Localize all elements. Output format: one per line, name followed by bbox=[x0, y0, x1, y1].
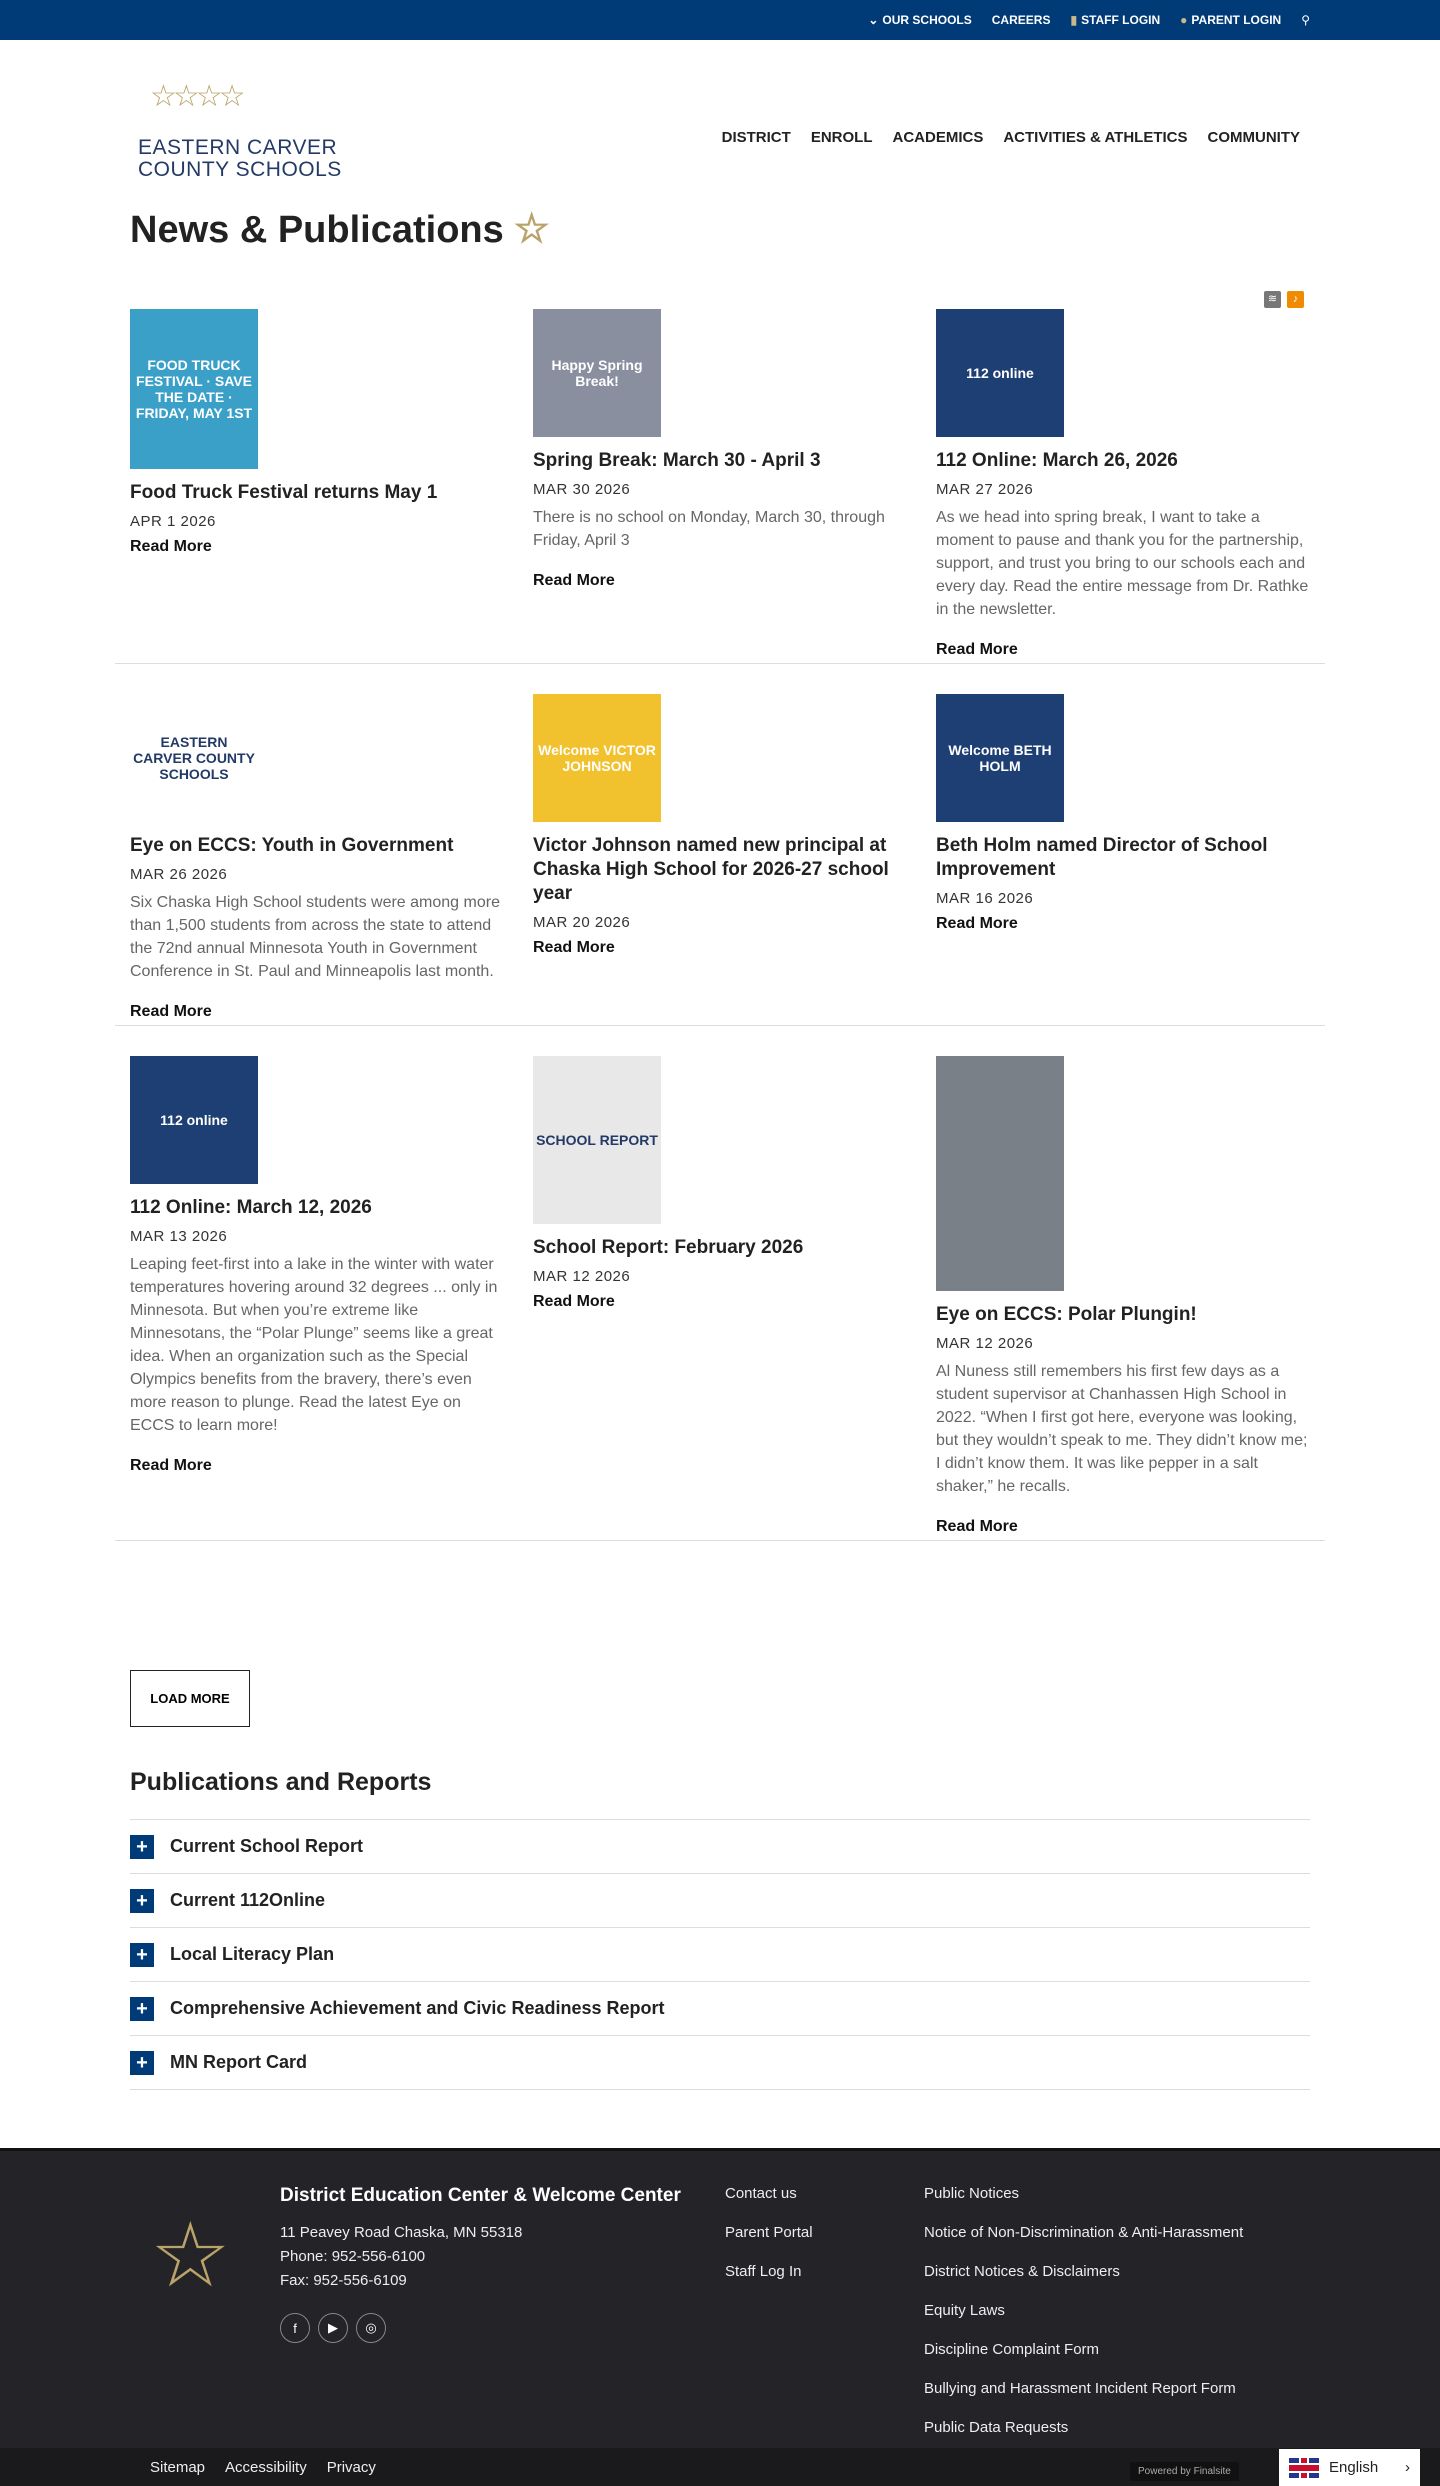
user-icon: ● bbox=[1180, 13, 1188, 27]
logo-stars-icon: ☆☆☆☆ bbox=[150, 80, 242, 113]
bell-icon[interactable]: ♪ bbox=[1287, 291, 1304, 308]
read-more-link[interactable]: Read More bbox=[533, 572, 615, 589]
privacy-link[interactable]: Privacy bbox=[326, 2458, 376, 2476]
load-more-button[interactable]: LOAD MORE bbox=[130, 1670, 250, 1727]
news-thumbnail[interactable] bbox=[130, 694, 258, 822]
lock-icon: ▮ bbox=[1070, 13, 1078, 27]
news-card bbox=[115, 309, 518, 661]
read-more-link[interactable]: Read More bbox=[936, 915, 1018, 932]
footer-link[interactable]: District Notices & Disclaimers bbox=[924, 2263, 1120, 2280]
star-icon: ☆ bbox=[513, 207, 550, 251]
sitemap-link[interactable]: Sitemap bbox=[150, 2458, 206, 2476]
plus-icon: + bbox=[130, 1997, 154, 2021]
page-title-text: News & Publications bbox=[130, 209, 504, 251]
staff-login-link[interactable]: ▮ STAFF LOGIN bbox=[1070, 13, 1161, 27]
read-more-link[interactable]: Read More bbox=[533, 1293, 615, 1310]
footer-link[interactable]: Contact us bbox=[725, 2185, 797, 2202]
read-more-link[interactable]: Read More bbox=[130, 1003, 212, 1020]
read-more-link[interactable]: Read More bbox=[936, 1518, 1018, 1535]
news-date: MAR 30 2026 bbox=[533, 481, 631, 498]
search-icon[interactable]: ⚲ bbox=[1301, 13, 1310, 27]
parent-login-link[interactable]: ● PARENT LOGIN bbox=[1180, 13, 1282, 27]
thumbnail-text: EASTERN CARVER COUNTY SCHOOLS bbox=[133, 734, 255, 782]
nav-district[interactable]: DISTRICT bbox=[721, 129, 791, 146]
news-date: APR 1 2026 bbox=[130, 513, 216, 530]
our-schools-link[interactable]: ⌄ OUR SCHOOLS bbox=[868, 13, 972, 27]
chevron-down-icon: ⌄ bbox=[868, 13, 879, 27]
main-nav bbox=[722, 129, 1300, 146]
news-card bbox=[921, 694, 1324, 1023]
news-excerpt: Six Chaska High School students were among more than 1,500 students from across the state to attend the 72nd annual Minnesota Youth in Government Conference in St. Paul and Minneapolis last month. bbox=[130, 894, 500, 980]
footer-phone: Phone: 952-556-6100 bbox=[280, 2248, 426, 2265]
news-date: MAR 20 2026 bbox=[533, 914, 631, 931]
footer-link[interactable]: Public Notices bbox=[924, 2185, 1020, 2202]
language-selector[interactable] bbox=[1279, 2449, 1420, 2486]
publications-accordion bbox=[130, 1819, 1310, 2090]
news-date: MAR 12 2026 bbox=[533, 1268, 631, 1285]
plus-icon: + bbox=[130, 2051, 154, 2075]
footer-fax: Fax: 952-556-6109 bbox=[280, 2272, 407, 2289]
thumbnail-text: 112 online bbox=[966, 365, 1034, 381]
news-title[interactable]: Victor Johnson named new principal at Chaska High School for 2026-27 school year bbox=[533, 835, 889, 904]
nav-activities-athletics[interactable]: ACTIVITIES & ATHLETICS bbox=[1003, 129, 1188, 146]
news-row bbox=[115, 664, 1325, 1026]
news-title[interactable]: Food Truck Festival returns May 1 bbox=[130, 482, 438, 503]
footer-link[interactable]: Bullying and Harassment Incident Report Form bbox=[924, 2380, 1236, 2397]
news-card bbox=[518, 694, 921, 1023]
powered-by-text: Powered by Finalsite bbox=[1138, 2466, 1231, 2477]
logo-line2: COUNTY SCHOOLS bbox=[138, 158, 342, 181]
news-date: MAR 12 2026 bbox=[936, 1335, 1034, 1352]
footer-address: 11 Peavey Road Chaska, MN 55318 bbox=[280, 2224, 523, 2241]
footer-link[interactable]: Public Data Requests bbox=[924, 2419, 1069, 2436]
site-header bbox=[0, 40, 1440, 200]
thumbnail-text: Welcome BETH HOLM bbox=[948, 742, 1052, 774]
accessibility-link[interactable]: Accessibility bbox=[225, 2458, 307, 2476]
news-title[interactable]: Eye on ECCS: Polar Plungin! bbox=[936, 1304, 1197, 1325]
site-footer bbox=[0, 2148, 1440, 2448]
chevron-right-icon: › bbox=[1405, 2459, 1410, 2476]
thumbnail-text: SCHOOL REPORT bbox=[536, 1132, 658, 1148]
accordion-item[interactable] bbox=[130, 1928, 1310, 1982]
powered-by-badge[interactable] bbox=[1130, 2462, 1239, 2481]
news-title[interactable]: 112 Online: March 12, 2026 bbox=[130, 1197, 372, 1218]
nav-enroll[interactable]: ENROLL bbox=[810, 129, 873, 146]
accordion-label: MN Report Card bbox=[170, 2052, 308, 2072]
accordion-item[interactable] bbox=[130, 1982, 1310, 2036]
youtube-icon[interactable]: ▶ bbox=[318, 2313, 348, 2343]
news-excerpt: There is no school on Monday, March 30, through Friday, April 3 bbox=[533, 509, 885, 549]
news-card bbox=[518, 309, 921, 661]
news-thumbnail[interactable] bbox=[936, 309, 1064, 437]
logo-line1: EASTERN CARVER bbox=[138, 136, 338, 159]
news-excerpt: Leaping feet-first into a lake in the winter with water temperatures hovering around 32 degrees ... only in Minnesota. But when you’re extreme like Minnesotans, the “Polar Plunge” seems like a great idea. When an organization such as the Special Olympics benefits from the bravery, there’s even more reason to plunge. Read the latest Eye on ECCS to learn more! bbox=[130, 1256, 498, 1434]
footer-link[interactable]: Discipline Complaint Form bbox=[924, 2341, 1100, 2358]
news-date: MAR 13 2026 bbox=[130, 1228, 228, 1245]
news-thumbnail[interactable] bbox=[533, 694, 661, 822]
news-thumbnail[interactable] bbox=[533, 309, 661, 437]
accordion-item[interactable] bbox=[130, 1820, 1310, 1874]
page-title bbox=[130, 206, 550, 252]
footer-link[interactable]: Equity Laws bbox=[924, 2302, 1005, 2319]
accordion-label: Comprehensive Achievement and Civic Readiness Report bbox=[170, 1998, 665, 2018]
footer-star-logo-icon: ☆ bbox=[150, 2206, 231, 2306]
news-thumbnail[interactable] bbox=[533, 1056, 661, 1224]
read-more-link[interactable]: Read More bbox=[936, 641, 1018, 658]
rss-icon[interactable]: ≋ bbox=[1264, 291, 1281, 308]
language-label: English bbox=[1329, 2459, 1379, 2476]
news-thumbnail[interactable] bbox=[936, 694, 1064, 822]
news-card bbox=[518, 1056, 921, 1538]
thumbnail-text: FOOD TRUCK FESTIVAL · SAVE THE DATE · FRIDAY, MAY 1ST bbox=[135, 357, 253, 421]
footer-link[interactable]: Notice of Non-Discrimination & Anti-Harassment bbox=[924, 2224, 1244, 2241]
careers-link[interactable]: CAREERS bbox=[991, 13, 1051, 27]
accordion-item[interactable] bbox=[130, 1874, 1310, 1928]
accordion-label: Current School Report bbox=[170, 1836, 364, 1856]
news-card bbox=[921, 309, 1324, 661]
footer-link[interactable]: Parent Portal bbox=[725, 2224, 813, 2241]
news-excerpt: As we head into spring break, I want to take a moment to pause and thank you for the partnership, support, and trust you bring to our schools each and every day. Read the entire message from Dr. Rathke in the newsletter. bbox=[936, 509, 1309, 618]
nav-academics[interactable]: ACADEMICS bbox=[892, 129, 984, 146]
news-card bbox=[115, 694, 518, 1023]
uk-flag-icon bbox=[1289, 2458, 1319, 2478]
facebook-icon[interactable]: f bbox=[280, 2313, 310, 2343]
accordion-label: Current 112Online bbox=[170, 1890, 326, 1910]
news-card bbox=[115, 1056, 518, 1538]
thumbnail-text: Welcome VICTOR JOHNSON bbox=[538, 742, 656, 774]
news-row bbox=[115, 1026, 1325, 1541]
utility-bar bbox=[0, 0, 1440, 40]
footer-heading: District Education Center & Welcome Center bbox=[280, 2185, 681, 2206]
accordion-item[interactable] bbox=[130, 2036, 1310, 2090]
news-date: MAR 27 2026 bbox=[936, 481, 1034, 498]
news-grid bbox=[115, 309, 1325, 1541]
news-thumbnail[interactable] bbox=[130, 1056, 258, 1184]
news-thumbnail[interactable] bbox=[130, 309, 258, 469]
thumbnail-text: 112 online bbox=[160, 1112, 228, 1128]
footer-contact bbox=[280, 2185, 681, 2343]
read-more-link[interactable]: Read More bbox=[533, 939, 615, 956]
plus-icon: + bbox=[130, 1943, 154, 1967]
news-title[interactable]: Beth Holm named Director of School Improvement bbox=[936, 835, 1268, 880]
news-card bbox=[921, 1056, 1324, 1538]
footer-links-2 bbox=[924, 2185, 1243, 2458]
news-thumbnail[interactable] bbox=[936, 1056, 1064, 1291]
read-more-link[interactable]: Read More bbox=[130, 1457, 212, 1474]
news-row bbox=[115, 309, 1325, 664]
thumbnail-text: Happy Spring Break! bbox=[551, 357, 643, 389]
publications-heading: Publications and Reports bbox=[130, 1768, 432, 1796]
news-title[interactable]: 112 Online: March 26, 2026 bbox=[936, 450, 1178, 471]
district-logo[interactable] bbox=[138, 80, 383, 185]
nav-community[interactable]: COMMUNITY bbox=[1207, 129, 1300, 146]
news-title[interactable]: Spring Break: March 30 - April 3 bbox=[533, 450, 821, 471]
instagram-icon[interactable]: ◎ bbox=[356, 2313, 386, 2343]
accordion-label: Local Literacy Plan bbox=[170, 1944, 335, 1964]
feed-icons bbox=[1264, 291, 1304, 308]
footer-link[interactable]: Staff Log In bbox=[725, 2263, 802, 2280]
plus-icon: + bbox=[130, 1889, 154, 1913]
read-more-link[interactable]: Read More bbox=[130, 538, 212, 555]
news-date: MAR 16 2026 bbox=[936, 890, 1034, 907]
footer-links-1 bbox=[725, 2185, 813, 2302]
news-date: MAR 26 2026 bbox=[130, 866, 228, 883]
plus-icon: + bbox=[130, 1835, 154, 1859]
news-title[interactable]: School Report: February 2026 bbox=[533, 1237, 804, 1258]
news-title[interactable]: Eye on ECCS: Youth in Government bbox=[130, 835, 454, 856]
news-excerpt: Al Nuness still remembers his first few days as a student supervisor at Chanhassen High School in 2022. “When I first got here, everyone was looking, but they wouldn’t speak to me. They didn’t know me; I didn’t know them. It was like pepper in a salt shaker,” he recalls. bbox=[936, 1363, 1308, 1495]
